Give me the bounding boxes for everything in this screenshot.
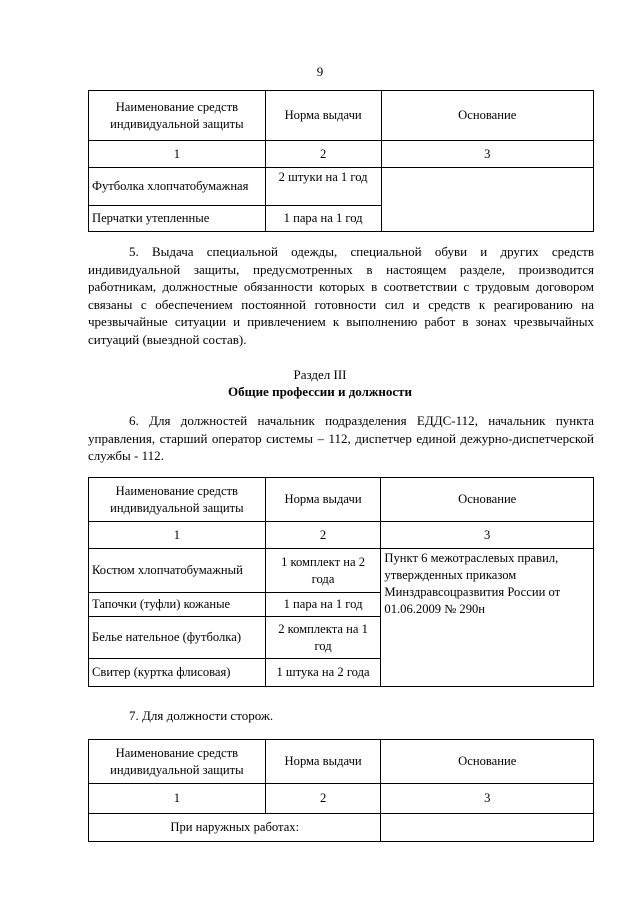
header-norm: Норма выдачи: [265, 478, 381, 522]
item-basis: Пункт 6 межотраслевых правил, утвержденных приказом Минздравсоцразвития России от 01.06.2009 № 290н: [381, 549, 594, 687]
header-basis: Основание: [381, 478, 594, 522]
column-number-row: [89, 141, 594, 168]
paragraph-5: 5. Выдача специальной одежды, специальной обуви и других средств индивидуальной защиты, предусмотренных в настоящем разделе, производится работникам, должностные обязанности которых в соответствии с трудовым договором связаны с обеспечением постоянной готовности сил и средств к реагированию на чрезвычайные ситуации и привлечением к выполнению работ в зонах чрезвычайных ситуаций (выездной состав).: [88, 244, 594, 347]
table-row: [89, 549, 594, 593]
item-norm: 2 штуки на 1 год: [265, 168, 381, 206]
item-name: Белье нательное (футболка): [89, 617, 266, 659]
item-norm: 1 штука на 2 года: [265, 659, 381, 687]
table-row: [89, 814, 594, 842]
item-norm: 1 комплект на 2 года: [265, 549, 381, 593]
table-header-row: [89, 478, 594, 522]
header-norm: Норма выдачи: [265, 740, 381, 784]
item-norm: 1 пара на 1 год: [265, 593, 381, 617]
header-name: Наименование средств индивидуальной защиты: [89, 91, 266, 141]
item-name: Перчатки утепленные: [89, 206, 266, 232]
section-number: Раздел III: [293, 367, 347, 382]
item-basis-empty: [381, 814, 594, 842]
ppe-table-3: [88, 739, 594, 842]
col-number-3: 3: [381, 141, 594, 168]
item-name: Костюм хлопчатобумажный: [89, 549, 266, 593]
col-number-3: 3: [381, 784, 594, 814]
item-name: Футболка хлопчатобумажная: [89, 168, 266, 206]
col-number-3: 3: [381, 522, 594, 549]
item-basis-empty: [381, 168, 594, 232]
ppe-table-2: [88, 477, 594, 687]
col-number-1: 1: [89, 784, 266, 814]
column-number-row: [89, 784, 594, 814]
item-name: Тапочки (туфли) кожаные: [89, 593, 266, 617]
col-number-2: 2: [265, 522, 381, 549]
table-header-row: [89, 91, 594, 141]
item-norm: 2 комплекта на 1 год: [265, 617, 381, 659]
column-number-row: [89, 522, 594, 549]
header-basis: Основание: [381, 740, 594, 784]
col-number-1: 1: [89, 141, 266, 168]
item-norm: 1 пара на 1 год: [265, 206, 381, 232]
header-basis: Основание: [381, 91, 594, 141]
table-header-row: [89, 740, 594, 784]
header-name: Наименование средств индивидуальной защиты: [89, 740, 266, 784]
col-number-1: 1: [89, 522, 266, 549]
paragraph-7: 7. Для должности сторож.: [129, 708, 274, 723]
col-number-2: 2: [265, 141, 381, 168]
table-row: [89, 168, 594, 206]
page-number: 9: [316, 64, 324, 79]
paragraph-6: 6. Для должностей начальник подразделения ЕДДС-112, начальник пункта управления, старший оператор системы – 112, диспетчер единой дежурно-диспетчерской службы - 112.: [88, 413, 594, 463]
col-number-2: 2: [265, 784, 381, 814]
subheader-outdoor-work: При наружных работах:: [89, 814, 381, 842]
item-name: Свитер (куртка флисовая): [89, 659, 266, 687]
header-name: Наименование средств индивидуальной защиты: [89, 478, 266, 522]
section-title: Общие профессии и должности: [227, 384, 412, 399]
ppe-table-1: [88, 90, 594, 232]
header-norm: Норма выдачи: [265, 91, 381, 141]
